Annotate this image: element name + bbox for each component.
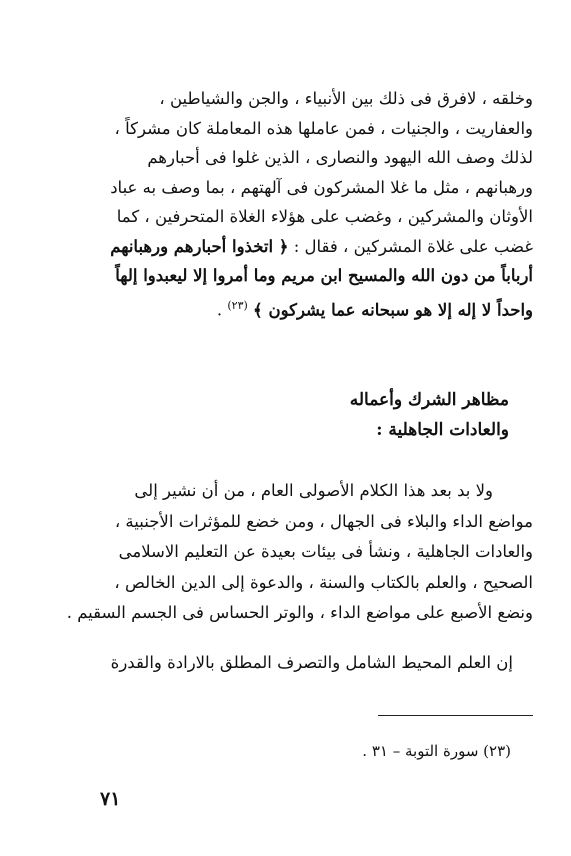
heading-line-1: مظاهر الشرك وأعماله xyxy=(349,390,509,410)
text-line: وخلقه ، لافرق فى ذلك بين الأنبياء ، والجن والشياطين ، xyxy=(159,89,533,108)
text-line: مواضع الداء والبلاء فى الجهال ، ومن خضع للمؤثرات الأجنبية ، xyxy=(114,511,533,531)
text-line-with-quran-start xyxy=(38,232,533,262)
page-number: ٧١ xyxy=(100,788,121,810)
quran-verse-line-end: واحداً لا إله إلا هو سبحانه عما يشركون ﴾ $^{(٢٣)}$ . xyxy=(216,298,533,319)
text-line: والعفاريت ، والجنيات ، فمن عاملها هذه المعاملة كان مشركاً ، xyxy=(114,118,533,138)
text-line: الصحيح ، والعلم بالكتاب والسنة ، والدعوة إلى الدين الخالص ، xyxy=(114,572,533,592)
text-line: ورهبانهم ، مثل ما غلا المشركون فى آلهتهم ، بما وصف به عباد xyxy=(110,177,533,197)
footnote-reference: (٢٣) xyxy=(227,298,248,312)
quran-verse-end: واحداً لا إله إلا هو سبحانه عما يشركون ﴾ xyxy=(253,300,533,319)
paragraph-2 xyxy=(38,476,533,629)
paragraph-1 xyxy=(38,84,533,320)
text-line: ونضع الأصبع على مواضع الداء ، والوتر الحساس فى الجسم السقيم . xyxy=(66,603,533,622)
heading-line-2: والعادات الجاهلية : xyxy=(376,420,509,440)
text-line: إن العلم المحيط الشامل والتصرف المطلق بالارادة والقدرة xyxy=(110,653,513,672)
quran-verse-line: أرباباً من دون الله والمسيح ابن مريم وما أمروا إلا ليعبدوا إلهاً xyxy=(115,266,533,285)
section-heading xyxy=(350,385,509,445)
text-line: والعادات الجاهلية ، ونشأ فى بيئات بعيدة عن التعليم الاسلامى xyxy=(118,542,533,561)
text-segment: غضب على غلاة المشركين ، فقال : xyxy=(293,236,533,256)
quran-verse-start: ﴿ اتخذوا أحبارهم ورهبانهم xyxy=(110,236,289,256)
footnote: (٢٣) سورة التوبة – ٣١ . xyxy=(362,742,511,760)
footnote-divider xyxy=(378,715,533,716)
text-line: لذلك وصف الله اليهود والنصارى ، الذين غلوا فى أحبارهم xyxy=(147,148,533,167)
paragraph-3 xyxy=(38,648,533,678)
text-line: ولا بد بعد هذا الكلام الأصولى العام ، من أن نشير إلى xyxy=(134,481,493,500)
text-line: الأوثان والمشركين ، وغضب على هؤلاء الغلاة المتحرفين ، كما xyxy=(116,207,533,226)
